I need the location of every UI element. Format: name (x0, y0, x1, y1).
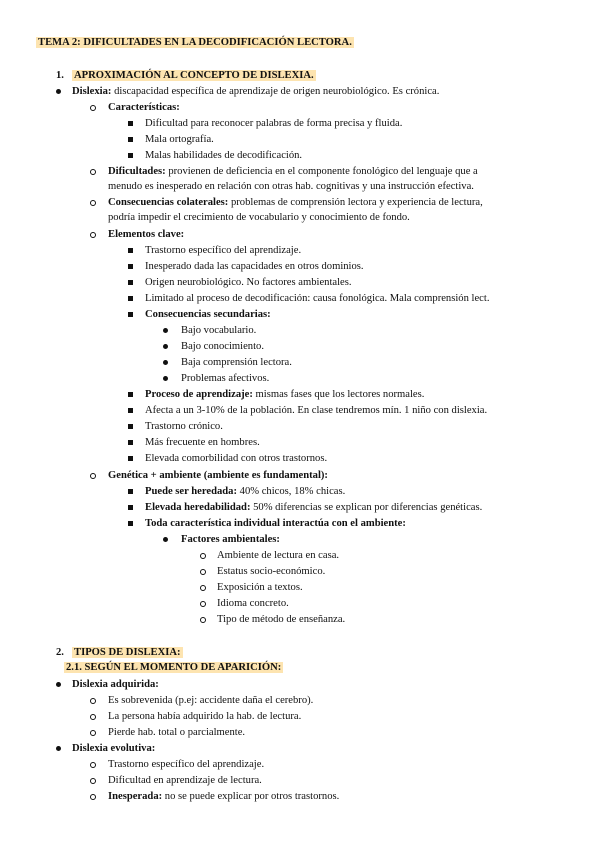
bullet-circle (90, 791, 96, 803)
bullet-dot (163, 357, 168, 369)
bullet-dot (163, 341, 168, 353)
list-item: Pierde hab. total o parcialmente. (108, 727, 246, 738)
bullet-circle (90, 197, 96, 209)
list-item: Idioma concreto. (217, 598, 289, 609)
list-item: Estatus socio-económico. (217, 566, 326, 577)
list-item: Más frecuente en hombres. (145, 437, 260, 448)
bullet-square (128, 405, 133, 417)
proceso-text: mismas fases que los lectores normales. (252, 389, 425, 400)
list-item: Baja comprensión lectora. (181, 357, 292, 368)
list-item: Limitado al proceso de decodificación: causa fonológica. Mala comprensión lect. (145, 293, 490, 304)
list-item: Trastorno crónico. (145, 421, 223, 432)
list-item: Tipo de método de enseñanza. (217, 614, 346, 625)
heredada-label: Puede ser heredada: (145, 486, 238, 497)
section-1-number: 1. (56, 70, 64, 81)
elementos-label: Elementos clave: (108, 229, 185, 240)
dislexia-term: Dislexia: (72, 86, 112, 97)
bullet-square (128, 309, 133, 321)
subsection-2-1-title: 2.1. SEGÚN EL MOMENTO DE APARICIÓN: (66, 662, 282, 673)
bullet-square (128, 437, 133, 449)
bullet-circle (200, 582, 206, 594)
bullet-dot (56, 679, 61, 691)
heredabilidad-label: Elevada heredabilidad: (145, 502, 251, 513)
adquirida-label: Dislexia adquirida: (72, 679, 159, 690)
list-item: Mala ortografía. (145, 134, 214, 145)
caracteristicas-label: Características: (108, 102, 180, 113)
dificultades-label: Dificultades: (108, 166, 166, 177)
bullet-circle (200, 598, 206, 610)
bullet-square (128, 486, 133, 498)
bullet-square (128, 134, 133, 146)
bullet-square (128, 293, 133, 305)
document-title-text: TEMA 2: DIFICULTADES EN LA DECODIFICACIÓN LECTORA. (38, 37, 352, 48)
heredada-text: 40% chicos, 18% chicas. (237, 486, 346, 497)
bullet-square (128, 261, 133, 273)
bullet-dot (163, 534, 168, 546)
heredada-item (145, 486, 345, 498)
bullet-square (128, 502, 133, 514)
bullet-square (128, 118, 133, 130)
colaterales-label: Consecuencias colaterales: (108, 197, 229, 208)
bullet-circle (90, 695, 96, 707)
inesperada-item (108, 791, 339, 803)
list-item: Origen neurobiológico. No factores ambientales. (145, 277, 352, 288)
heredabilidad-text: 50% diferencias se explican por diferencias genéticas. (250, 502, 483, 513)
bullet-circle (90, 775, 96, 787)
section-1-title: APROXIMACIÓN AL CONCEPTO DE DISLEXIA. (74, 70, 314, 81)
interactua-item: Toda característica individual interactúa con el ambiente: (145, 518, 406, 529)
list-item: Exposición a textos. (217, 582, 303, 593)
list-item: Inesperado dada las capacidades en otros dominios. (145, 261, 364, 272)
heredabilidad-item (145, 502, 482, 514)
colaterales-line-2: podría impedir el crecimiento de vocabulario y conocimiento de fondo. (108, 212, 410, 223)
genetica-label: Genética + ambiente (ambiente es fundamental): (108, 470, 328, 481)
bullet-square (128, 421, 133, 433)
bullet-square (128, 389, 133, 401)
list-item: Ambiente de lectura en casa. (217, 550, 340, 561)
section-2-title: TIPOS DE DISLEXIA: (74, 647, 181, 658)
list-item: La persona había adquirido la hab. de lectura. (108, 711, 302, 722)
dislexia-def: discapacidad específica de aprendizaje de origen neurobiológico. Es crónica. (111, 86, 440, 97)
list-item: Elevada comorbilidad con otros trastornos. (145, 453, 328, 464)
inesperada-text: no se puede explicar por otros trastornos. (162, 791, 340, 802)
bullet-dot (56, 86, 61, 98)
bullet-square (128, 277, 133, 289)
evolutiva-label: Dislexia evolutiva: (72, 743, 156, 754)
bullet-circle (90, 759, 96, 771)
colaterales-text: problemas de comprensión lectora y experiencia de lectura, (228, 197, 483, 208)
colaterales-line-1 (108, 197, 483, 209)
list-item: Bajo conocimiento. (181, 341, 264, 352)
bullet-square (128, 518, 133, 530)
bullet-dot (163, 373, 168, 385)
list-item: Trastorno específico del aprendizaje. (108, 759, 265, 770)
bullet-circle (90, 711, 96, 723)
proceso-label: Proceso de aprendizaje: (145, 389, 253, 400)
dificultades-line-2: menudo es inesperado en relación con otras hab. cognitivas y una instrucción efectiva. (108, 181, 474, 192)
bullet-circle (200, 550, 206, 562)
bullet-dot (56, 743, 61, 755)
list-item: Bajo vocabulario. (181, 325, 257, 336)
list-item: Es sobrevenida (p.ej: accidente daña el cerebro). (108, 695, 314, 706)
factores-label: Factores ambientales: (181, 534, 280, 545)
bullet-circle (90, 229, 96, 241)
section-1-heading (72, 70, 316, 82)
bullet-dot (163, 325, 168, 337)
inesperada-label: Inesperada: (108, 791, 163, 802)
section-2-number: 2. (56, 647, 64, 658)
bullet-circle (200, 566, 206, 578)
bullet-circle (90, 727, 96, 739)
bullet-square (128, 150, 133, 162)
list-item: Dificultad para reconocer palabras de forma precisa y fluida. (145, 118, 403, 129)
proceso-item (145, 389, 424, 401)
list-item: Problemas afectivos. (181, 373, 270, 384)
section-2-heading (72, 647, 183, 659)
dificultades-line-1 (108, 166, 478, 178)
list-item: Dificultad en aprendizaje de lectura. (108, 775, 262, 786)
secundarias-label: Consecuencias secundarias: (145, 309, 271, 320)
bullet-circle (90, 166, 96, 178)
bullet-square (128, 453, 133, 465)
document-title (36, 37, 354, 49)
bullet-square (128, 245, 133, 257)
list-item: Malas habilidades de decodificación. (145, 150, 303, 161)
dislexia-definition (72, 86, 439, 98)
dificultades-text: provienen de deficiencia en el componente fonológico del lenguaje que a (165, 166, 478, 177)
bullet-circle (90, 102, 96, 114)
list-item: Afecta a un 3-10% de la población. En clase tendremos mín. 1 niño con dislexia. (145, 405, 488, 416)
subsection-2-1-heading (64, 662, 283, 674)
list-item: Trastorno específico del aprendizaje. (145, 245, 302, 256)
bullet-circle (200, 614, 206, 626)
bullet-circle (90, 470, 96, 482)
